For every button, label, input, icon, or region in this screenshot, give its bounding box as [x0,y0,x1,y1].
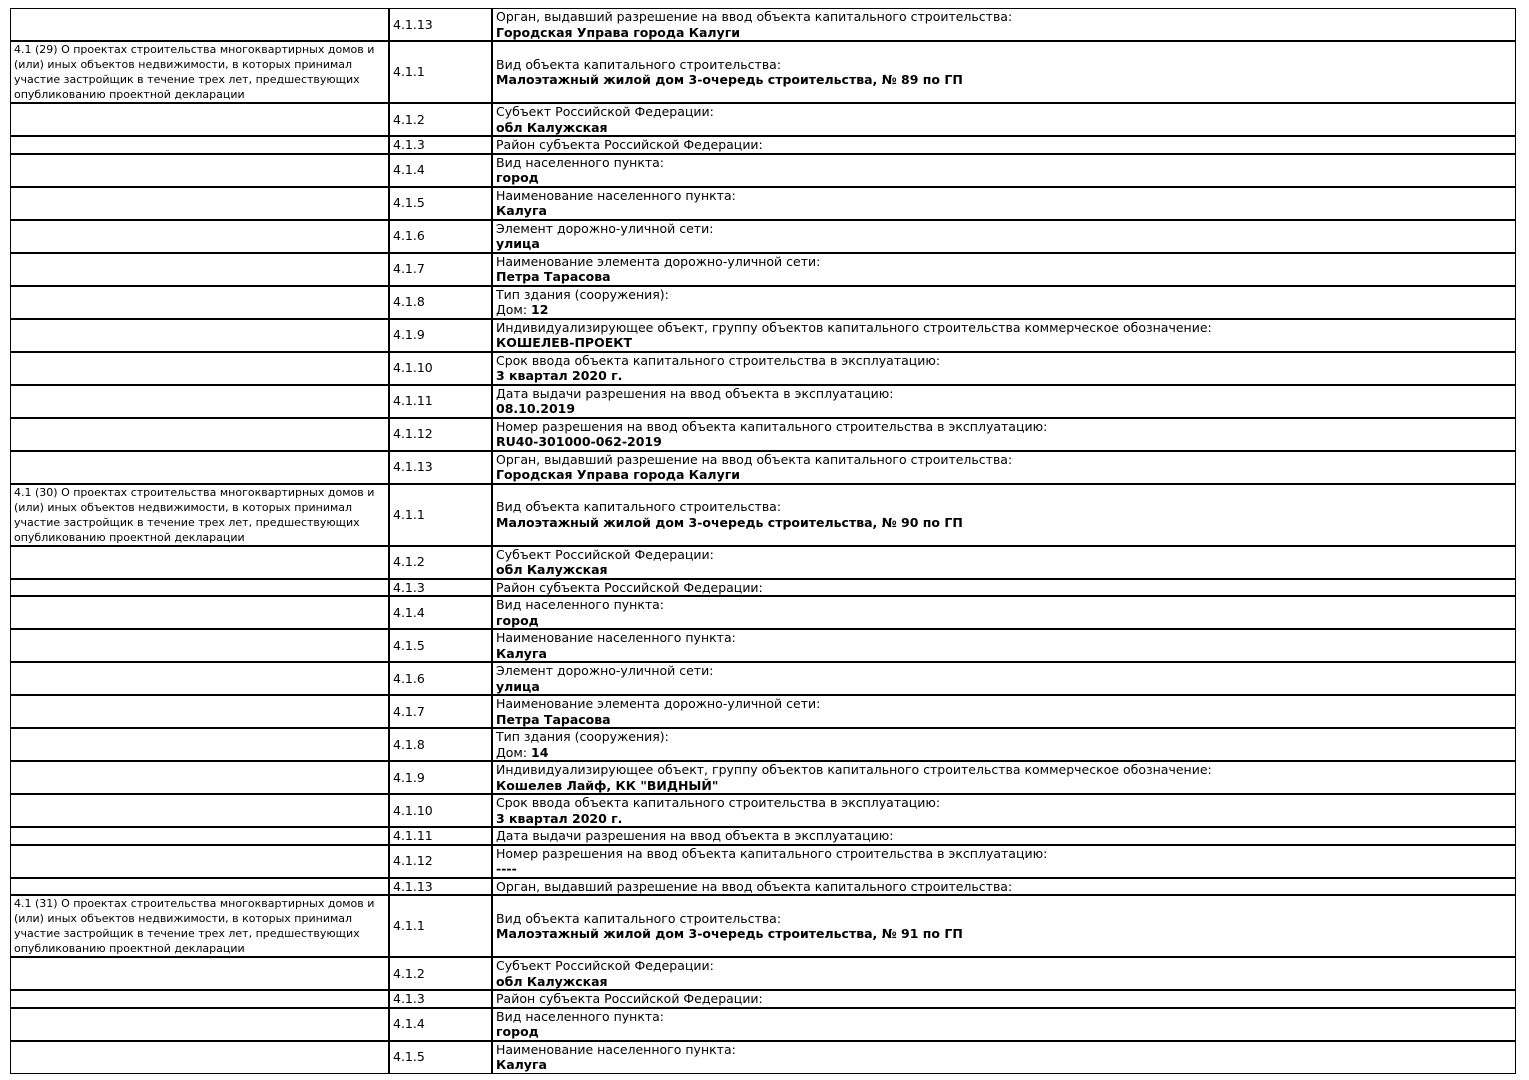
item-content-cell [492,845,1516,878]
item-value: 3 квартал 2020 г. [496,368,623,383]
section-cell [10,385,389,418]
table-row [10,629,1516,662]
item-value: Городская Управа города Калуги [496,24,741,40]
item-content-cell [492,728,1516,761]
section-cell [10,596,389,629]
item-value: Малоэтажный жилой дом 3-очередь строительства, № 91 по ГП [496,926,963,941]
item-content-cell [492,8,1516,41]
item-label: Вид населенного пункта: [496,1008,665,1024]
item-value-line [496,712,1512,728]
item-value-line [496,745,1512,761]
item-code-cell: 4.1.5 [389,629,492,662]
item-value: Малоэтажный жилой дом 3-очередь строительства, № 89 по ГП [496,72,963,87]
item-label: Наименование населенного пункта: [496,187,736,203]
item-label: Наименование элемента дорожно-уличной сети: [496,253,821,269]
item-value: город [496,170,539,185]
item-code-cell: 4.1.4 [389,1008,492,1041]
item-label: Район субъекта Российской Федерации: [496,137,763,152]
item-code-cell: 4.1.7 [389,253,492,286]
table-row [10,1008,1516,1041]
table-row [10,154,1516,187]
table-row [10,418,1516,451]
table-row [10,103,1516,136]
item-content-cell [492,451,1516,484]
item-value-line [496,401,1512,417]
table-row [10,484,1516,546]
section-cell [10,957,389,990]
section-cell: 4.1 (30) О проектах строительства многоквартирных домов и (или) иных объектов недвижимости, в которых принимал участие застройщик в течение трех лет, предшествующих опубликованию проектной декларации [10,484,389,546]
item-value-line [496,203,1512,219]
item-code-cell: 4.1.12 [389,418,492,451]
item-code-cell: 4.1.13 [389,878,492,896]
item-label: Район субъекта Российской Федерации: [496,991,763,1006]
item-code-cell: 4.1.9 [389,761,492,794]
section-cell [10,1041,389,1074]
item-value: 3 квартал 2020 г. [496,810,623,826]
table-row [10,728,1516,761]
item-value-line [496,434,1512,450]
item-label: Вид объекта капитального строительства: [496,56,782,72]
section-cell [10,728,389,761]
table-row [10,878,1516,896]
item-content-cell [492,546,1516,579]
item-value: город [496,612,539,628]
item-value: обл Калужская [496,119,608,135]
item-code-cell: 4.1.7 [389,695,492,728]
item-content-cell [492,1041,1516,1074]
item-label: Тип здания (сооружения): [496,286,669,302]
declaration-table [10,8,1516,1074]
item-label: Номер разрешения на ввод объекта капитального строительства в эксплуатацию: [496,845,1048,861]
item-code-cell: 4.1.5 [389,1041,492,1074]
item-value-line [496,562,1512,578]
item-label: Элемент дорожно-уличной сети: [496,663,714,678]
item-value: 08.10.2019 [496,401,576,416]
section-cell [10,1008,389,1041]
table-row [10,136,1516,154]
item-label: Наименование элемента дорожно-уличной сети: [496,696,821,711]
item-content-cell [492,484,1516,546]
item-label: Вид объекта капитального строительства: [496,910,782,926]
item-label: Район субъекта Российской Федерации: [496,579,763,595]
section-cell [10,629,389,662]
table-row [10,596,1516,629]
item-content-cell [492,990,1516,1008]
item-content-cell [492,794,1516,827]
item-code-cell: 4.1.2 [389,546,492,579]
item-label: Наименование населенного пункта: [496,1041,736,1057]
section-cell [10,761,389,794]
item-content-cell [492,220,1516,253]
item-content-cell [492,827,1516,845]
item-value-prefix: Дом: [496,744,532,760]
item-value: Петра Тарасова [496,269,611,284]
section-cell [10,286,389,319]
section-cell [10,662,389,695]
item-content-cell [492,761,1516,794]
declaration-table-body [10,8,1516,1074]
item-code-cell: 4.1.6 [389,662,492,695]
table-row [10,286,1516,319]
item-code-cell: 4.1.9 [389,319,492,352]
item-content-cell [492,1008,1516,1041]
section-cell [10,546,389,579]
item-value: 12 [531,302,549,317]
item-content-cell [492,136,1516,154]
item-code-cell: 4.1.1 [389,484,492,546]
item-label: Наименование населенного пункта: [496,630,736,645]
table-row [10,451,1516,484]
table-row [10,1041,1516,1074]
table-row [10,794,1516,827]
item-value-line [496,120,1512,136]
item-value-prefix: Дом: [496,302,532,317]
table-row [10,546,1516,579]
section-cell [10,878,389,896]
item-value-line [496,1024,1512,1040]
item-label: Индивидуализирующее объект, группу объектов капитального строительства коммерческое обозначение: [496,762,1212,777]
item-value-line [496,1057,1512,1073]
item-content-cell [492,895,1516,957]
item-code-cell: 4.1.4 [389,596,492,629]
item-value-line [496,811,1512,827]
table-row [10,253,1516,286]
item-value-line [496,613,1512,629]
item-value-line [496,467,1512,483]
table-row [10,895,1516,957]
item-content-cell [492,154,1516,187]
item-value: Калуга [496,1057,547,1072]
table-row [10,957,1516,990]
section-cell [10,352,389,385]
item-value-line [496,778,1512,794]
table-row [10,8,1516,41]
item-code-cell: 4.1.1 [389,895,492,957]
table-row [10,579,1516,597]
item-code-cell: 4.1.2 [389,957,492,990]
item-value-line [496,236,1512,252]
item-value: обл Калужская [496,973,608,989]
item-code-cell: 4.1.8 [389,286,492,319]
item-label: Элемент дорожно-уличной сети: [496,220,714,236]
item-code-cell: 4.1.1 [389,41,492,103]
item-label: Орган, выдавший разрешение на ввод объекта капитального строительства: [496,9,1013,24]
item-value: RU40-301000-062-2019 [496,434,662,449]
section-cell [10,695,389,728]
item-code-cell: 4.1.3 [389,136,492,154]
section-cell [10,253,389,286]
item-code-cell: 4.1.6 [389,220,492,253]
table-row [10,319,1516,352]
section-cell [10,451,389,484]
item-label: Вид населенного пункта: [496,154,665,170]
item-value: ---- [496,861,517,876]
item-content-cell [492,352,1516,385]
item-value: Калуга [496,645,547,661]
item-code-cell: 4.1.10 [389,794,492,827]
section-cell [10,794,389,827]
item-content-cell [492,662,1516,695]
item-value-line [496,368,1512,384]
item-value: улица [496,678,540,694]
item-value: город [496,1024,539,1039]
item-content-cell [492,878,1516,896]
section-cell [10,319,389,352]
item-code-cell: 4.1.13 [389,8,492,41]
table-row [10,662,1516,695]
table-row [10,385,1516,418]
item-content-cell [492,253,1516,286]
section-cell [10,579,389,597]
item-label: Дата выдачи разрешения на ввод объекта в эксплуатацию: [496,385,894,401]
table-row [10,827,1516,845]
item-value: Кошелев Лайф, КК "ВИДНЫЙ" [496,777,719,793]
item-code-cell: 4.1.10 [389,352,492,385]
item-value-line [496,269,1512,285]
table-row [10,352,1516,385]
item-code-cell: 4.1.3 [389,579,492,597]
section-cell [10,845,389,878]
item-content-cell [492,629,1516,662]
item-content-cell [492,103,1516,136]
item-value-line [496,72,1512,88]
item-code-cell: 4.1.11 [389,827,492,845]
item-content-cell [492,957,1516,990]
item-label: Срок ввода объекта капитального строительства в эксплуатацию: [496,352,941,368]
item-value: КОШЕЛЕВ-ПРОЕКТ [496,335,632,350]
item-label: Номер разрешения на ввод объекта капитального строительства в эксплуатацию: [496,418,1048,434]
section-cell [10,418,389,451]
item-label: Вид объекта капитального строительства: [496,499,782,514]
item-value-line [496,926,1512,942]
section-cell [10,103,389,136]
item-content-cell [492,579,1516,597]
item-value-line [496,515,1512,531]
item-value: 14 [531,744,549,760]
item-value-line [496,861,1512,877]
item-value: Калуга [496,203,547,218]
table-row [10,695,1516,728]
item-code-cell: 4.1.11 [389,385,492,418]
item-value-line [496,25,1512,41]
section-cell: 4.1 (29) О проектах строительства многоквартирных домов и (или) иных объектов недвижимости, в которых принимал участие застройщик в течение трех лет, предшествующих опубликованию проектной декларации [10,41,389,103]
item-content-cell [492,41,1516,103]
item-value-line [496,170,1512,186]
item-label: Орган, выдавший разрешение на ввод объекта капитального строительства: [496,878,1013,894]
item-label: Срок ввода объекта капитального строительства в эксплуатацию: [496,795,941,810]
section-cell [10,990,389,1008]
item-content-cell [492,418,1516,451]
item-value-line [496,679,1512,695]
item-content-cell [492,286,1516,319]
item-value-line [496,974,1512,990]
item-label: Дата выдачи разрешения на ввод объекта в эксплуатацию: [496,828,894,843]
item-content-cell [492,187,1516,220]
item-label: Субъект Российской Федерации: [496,104,714,119]
item-content-cell [492,695,1516,728]
item-content-cell [492,385,1516,418]
item-code-cell: 4.1.12 [389,845,492,878]
item-label: Субъект Российской Федерации: [496,958,714,973]
item-content-cell [492,596,1516,629]
item-content-cell [492,319,1516,352]
item-value: обл Калужская [496,562,608,577]
table-row [10,220,1516,253]
table-row [10,761,1516,794]
item-code-cell: 4.1.2 [389,103,492,136]
item-value-line [496,646,1512,662]
item-code-cell: 4.1.8 [389,728,492,761]
item-label: Субъект Российской Федерации: [496,546,714,562]
section-cell [10,136,389,154]
section-cell [10,154,389,187]
item-value: Петра Тарасова [496,711,611,727]
item-value-line [496,335,1512,351]
section-cell [10,220,389,253]
table-row [10,187,1516,220]
item-value-line [496,302,1512,318]
table-row [10,990,1516,1008]
item-label: Тип здания (сооружения): [496,729,669,744]
section-cell [10,8,389,41]
item-code-cell: 4.1.5 [389,187,492,220]
item-value: улица [496,236,540,251]
item-code-cell: 4.1.13 [389,451,492,484]
section-cell [10,827,389,845]
section-cell [10,187,389,220]
item-label: Орган, выдавший разрешение на ввод объекта капитального строительства: [496,451,1013,467]
item-label: Индивидуализирующее объект, группу объектов капитального строительства коммерческое обозначение: [496,319,1212,335]
item-code-cell: 4.1.4 [389,154,492,187]
item-code-cell: 4.1.3 [389,990,492,1008]
section-cell: 4.1 (31) О проектах строительства многоквартирных домов и (или) иных объектов недвижимости, в которых принимал участие застройщик в течение трех лет, предшествующих опубликованию проектной декларации [10,895,389,957]
table-row [10,41,1516,103]
item-value: Городская Управа города Калуги [496,467,741,482]
item-label: Вид населенного пункта: [496,597,665,612]
table-row [10,845,1516,878]
item-value: Малоэтажный жилой дом 3-очередь строительства, № 90 по ГП [496,514,963,530]
